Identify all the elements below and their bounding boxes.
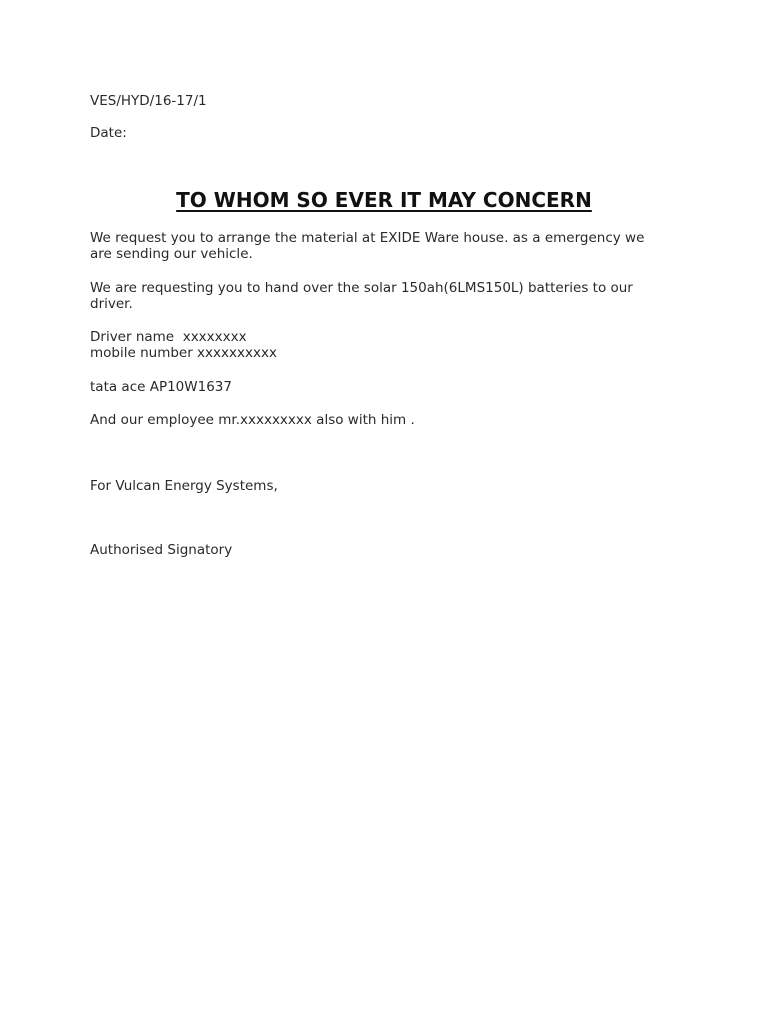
paragraph-2-line-2: driver. xyxy=(90,296,133,312)
vehicle-details: tata ace AP10W1637 xyxy=(90,379,232,395)
signatory-line: Authorised Signatory xyxy=(90,542,233,558)
employee-line: And our employee mr.xxxxxxxxx also with him . xyxy=(90,412,415,428)
paragraph-1-line-2: are sending our vehicle. xyxy=(90,246,253,262)
closing-line: For Vulcan Energy Systems, xyxy=(90,478,278,494)
date-label: Date: xyxy=(90,125,127,141)
mobile-number: mobile number xxxxxxxxxx xyxy=(90,345,277,361)
letter-heading: TO WHOM SO EVER IT MAY CONCERN xyxy=(176,188,592,212)
reference-number: VES/HYD/16-17/1 xyxy=(90,93,207,109)
paragraph-1-line-1: We request you to arrange the material at EXIDE Ware house. as a emergency we xyxy=(90,230,645,246)
driver-name: Driver name xxxxxxxx xyxy=(90,329,247,345)
paragraph-2-line-1: We are requesting you to hand over the solar 150ah(6LMS150L) batteries to our xyxy=(90,280,633,296)
